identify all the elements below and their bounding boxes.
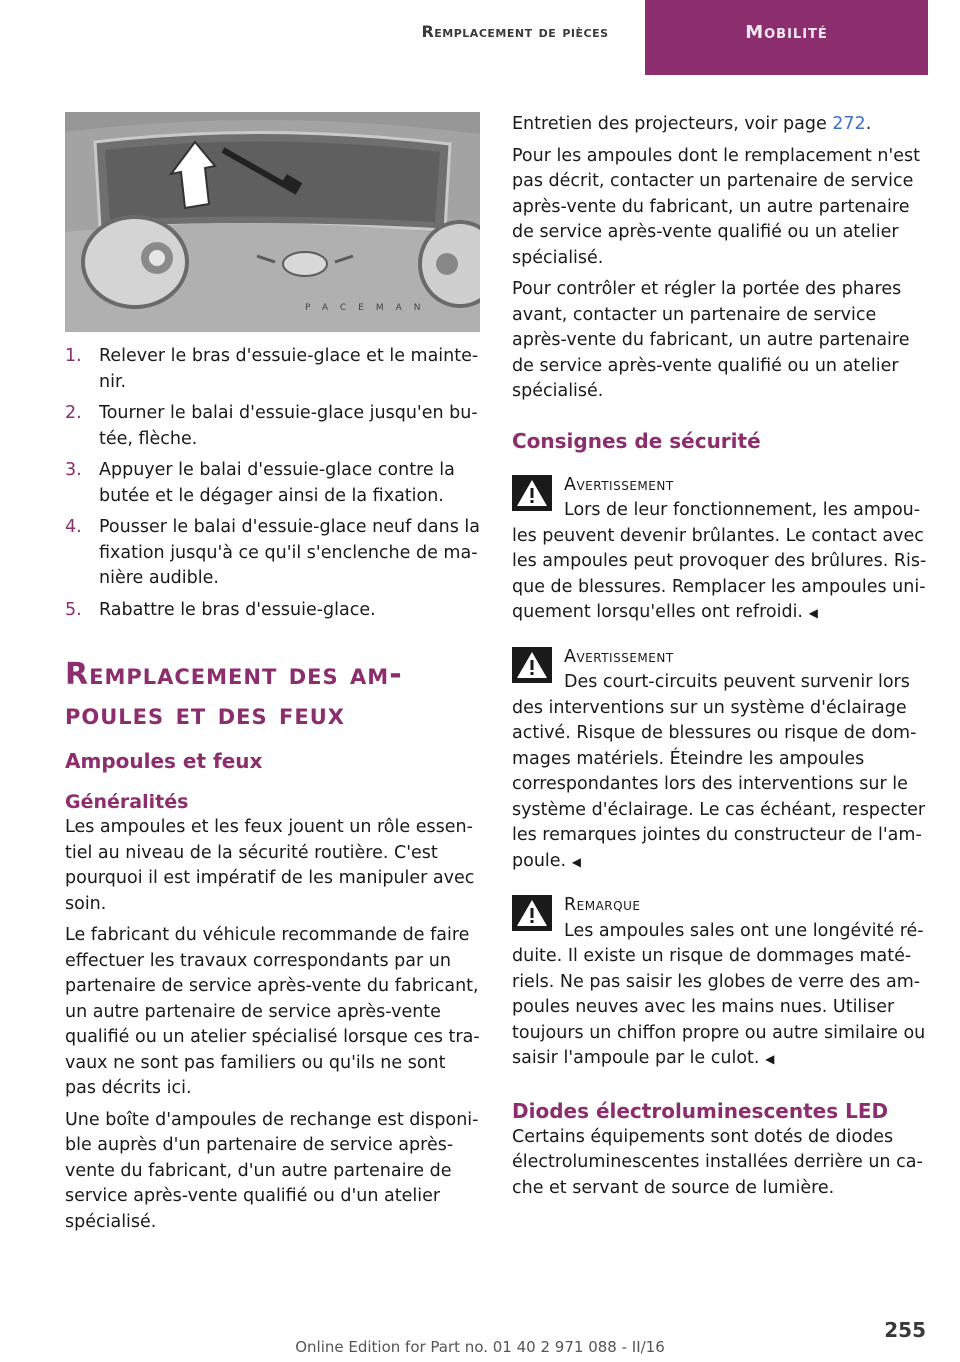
warning-triangle-icon [512,647,552,683]
header-section-title: Remplacement de pièces [421,22,609,41]
paragraph: Pour les ampoules dont le remplacement n'est pas décrit, contacter un partenaire de service après-vente du fabricant, un autre partenaire de service après-vente qualifié ou un atelier spécialisé. [512,145,920,268]
step-number: 3. [65,460,82,480]
paragraph: Pour contrôler et régler la portée des phares avant, contacter un partenaire de service après-vente du fabricant, un autre partenaire de service après-vente qualifié ou un atelier spécialisé. [512,279,910,401]
wiper-steps-list [65,344,480,623]
step-item [65,401,480,452]
end-mark-icon: ◀ [765,1052,775,1066]
step-text: Pousser le balai d'essuie-glace neuf dans la fixation jusqu'à ce qu'il s'enclenche de manière audible. [99,517,480,588]
section-heading-bulbs: Remplacement des ampoules et des feux [65,657,402,732]
car-badge-text: PACEMAN [305,303,433,313]
warning-title: Avertissement [564,474,674,495]
page-number: 255 [884,1318,926,1342]
end-mark-icon: ◀ [808,606,818,620]
right-column [512,112,927,1207]
step-number: 4. [65,517,82,537]
paragraph-headlight-care [512,112,927,138]
text: . [865,114,872,134]
warning-triangle-icon [512,895,552,931]
notice-body [512,919,927,1073]
paragraph-led: Certains équipements sont dotés de diodes électroluminescentes installées derrière un cache et servant de source de lumière. [512,1126,923,1198]
notice-title: Remarque [564,895,641,915]
warning-text: Des court-circuits peuvent survenir lors des interventions sur un système d'éclairage activé. Risque de blessures ou risque de dommages matériels. Éteindre les ampoules correspondantes lors des interventions sur le système d'éclairage. Le cas échéant, respecter les remarques jointes du constructeur de l'ampoule. [512,672,926,871]
subheading-general: Généralités [65,791,189,813]
text: Entretien des projecteurs, voir page [512,114,833,134]
paragraph: Les ampoules et les feux jouent un rôle essentiel au niveau de la sécurité routière. C'est pourquoi il est impératif de les manipuler avec soin. [65,817,475,914]
warning-triangle-icon [512,475,552,511]
paragraph: Le fabricant du véhicule recommande de faire effectuer les travaux correspondants par un partenaire de service après-vente du fabricant, un autre partenaire de service après-vente qualifié ou un atelier spécialisé lorsque ces travaux ne sont pas familiers ou qu'ils ne sont pas décrits ici. [65,925,480,1098]
warning-body [512,670,927,875]
header-chapter-tab [645,0,928,75]
step-text: Appuyer le balai d'essuie-glace contre la butée et le dégager ainsi de la fixation. [99,460,455,506]
paragraph: Une boîte d'ampoules de rechange est disponible auprès d'un partenaire de service après-vente du fabricant, d'un autre partenaire de service après-vente qualifié ou d'un atelier spécialisé. [65,1109,479,1232]
step-item [65,515,480,592]
step-item [65,344,480,395]
step-text: Rabattre le bras d'essuie-glace. [99,599,376,620]
step-number: 1. [65,346,82,366]
left-column [65,344,480,1241]
subheading-bulbs-lights: Ampoules et feux [65,749,263,773]
step-item [65,598,480,624]
step-item [65,458,480,509]
rear-wiper-illustration [65,112,480,332]
warning-title: Avertissement [564,646,674,667]
page-link[interactable]: 272 [832,114,866,134]
subheading-safety: Consignes de sécurité [512,428,761,453]
footer-edition: Online Edition for Part no. 01 40 2 971 088 - II/16 [295,1338,665,1356]
warning-body [512,498,927,627]
end-mark-icon: ◀ [571,854,581,869]
step-text: Tourner le balai d'essuie-glace jusqu'en butée, flèche. [99,403,478,449]
car-rear-svg [65,112,480,332]
step-number: 2. [65,403,82,423]
warning-block [512,473,927,627]
step-text: Relever le bras d'essuie-glace et le maintenir. [99,346,479,392]
notice-block [512,893,927,1073]
step-number: 5. [65,599,82,620]
subheading-led: Diodes électroluminescentes LED [512,1098,889,1123]
notice-text: Les ampoules sales ont une longévité réduite. Il existe un risque de dommages matériels. Ne pas saisir les globes de verre des ampoules neuves avec les mains nues. Utiliser toujours un chiffon propre ou autre similaire ou saisir l'ampoule par le culot. [512,920,926,1068]
header-chapter-label: Mobilité [745,22,828,43]
warning-block [512,645,927,876]
warning-text: Lors de leur fonctionnement, les ampoules peuvent devenir brûlantes. Le contact avec les ampoules peut provoquer des brûlures. Risque de blessures. Remplacer les ampoules uniquement lorsqu'elles ont refroidi. [512,500,927,622]
